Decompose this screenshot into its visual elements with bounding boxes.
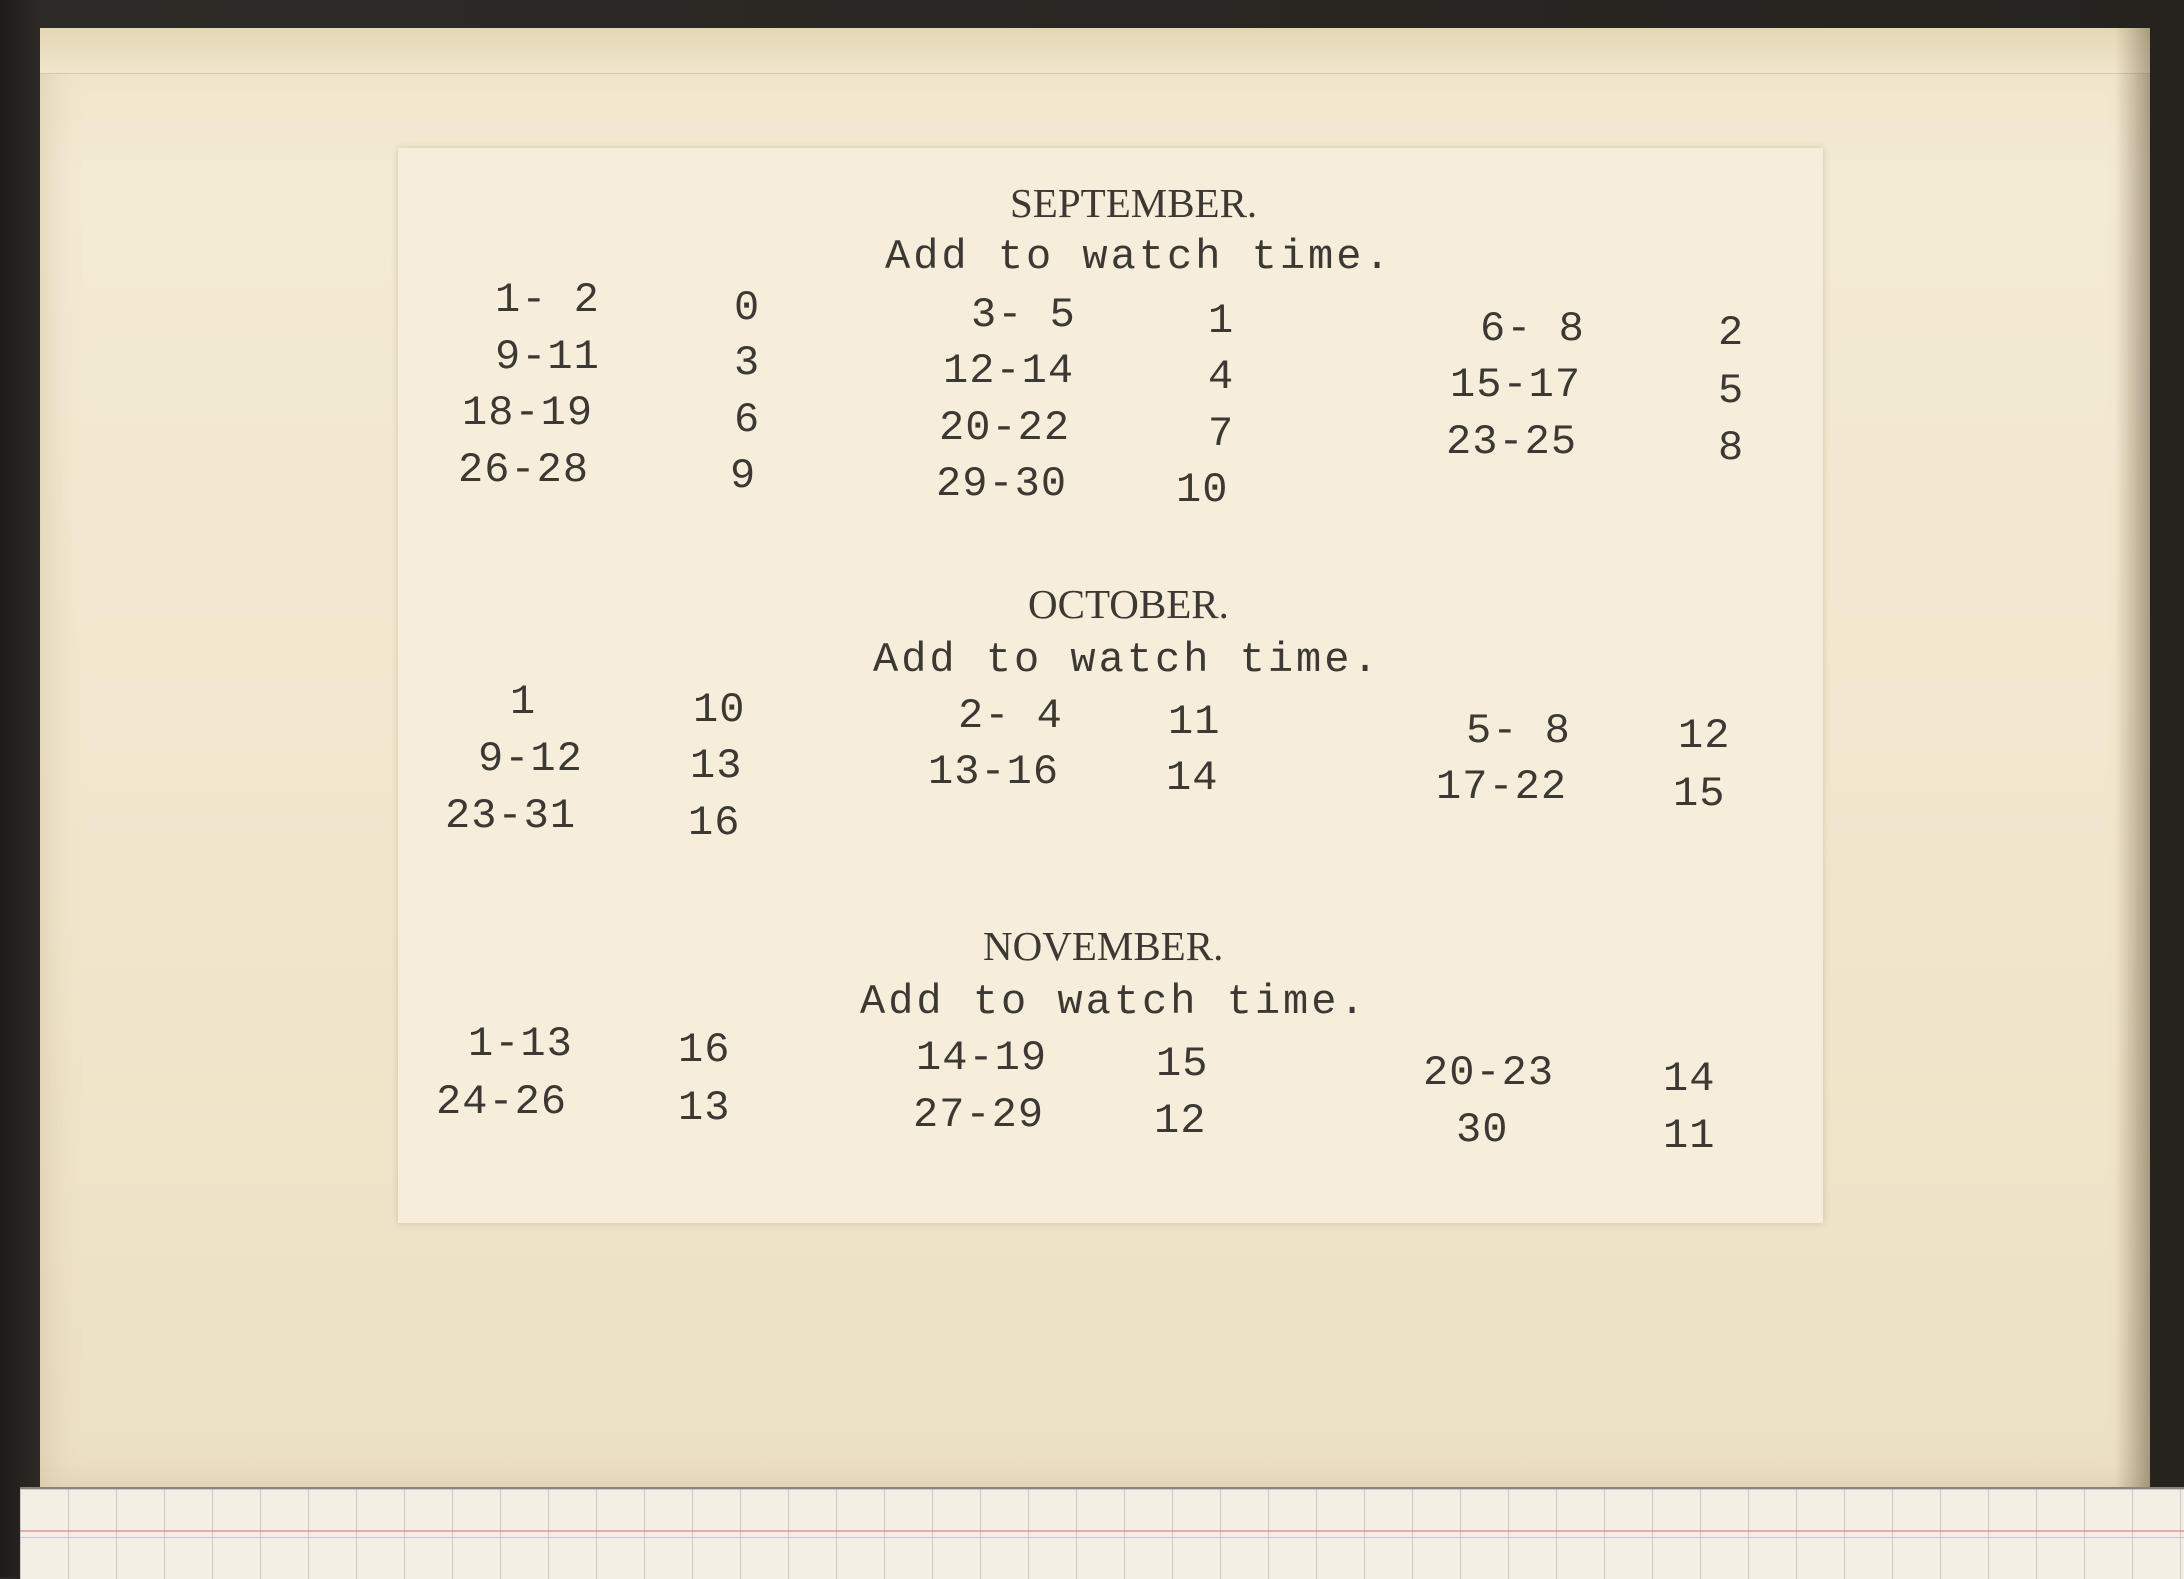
add-minutes: 10 [1176, 466, 1229, 514]
day-range: 1 [510, 678, 537, 726]
section-subheading: Add to watch time. [873, 636, 1381, 684]
day-range: 18-19 [462, 389, 594, 437]
add-minutes: 14 [1166, 754, 1219, 802]
day-range: 13-16 [928, 748, 1060, 796]
add-minutes: 6 [734, 396, 761, 444]
add-minutes: 14 [1663, 1055, 1716, 1103]
add-minutes: 16 [688, 799, 741, 847]
day-range: 26-28 [458, 446, 590, 494]
day-range: 9-11 [495, 333, 600, 381]
add-minutes: 5 [1718, 367, 1745, 415]
graph-paper-red-line [20, 1530, 2184, 1532]
graph-paper-page [20, 1487, 2184, 1579]
section-subheading: Add to watch time. [885, 233, 1393, 281]
add-minutes: 10 [693, 686, 746, 734]
add-minutes: 15 [1156, 1040, 1209, 1088]
day-range: 27-29 [913, 1091, 1045, 1139]
add-minutes: 8 [1718, 424, 1745, 472]
day-range: 14-19 [916, 1034, 1048, 1082]
add-minutes: 13 [690, 742, 743, 790]
typewritten-card [398, 148, 1823, 1223]
add-minutes: 12 [1154, 1097, 1207, 1145]
add-minutes: 4 [1208, 353, 1235, 401]
page-top-edge [40, 28, 2150, 74]
day-range: 23-25 [1446, 418, 1578, 466]
day-range: 23-31 [445, 792, 577, 840]
section-heading: OCTOBER. [1028, 581, 1229, 627]
page-edge-shadow [2115, 28, 2150, 1493]
add-minutes: 7 [1208, 410, 1235, 458]
day-range: 6- 8 [1480, 305, 1585, 353]
day-range: 1- 2 [495, 276, 600, 324]
add-minutes: 3 [734, 339, 761, 387]
day-range: 24-26 [436, 1078, 568, 1126]
section-subheading: Add to watch time. [860, 978, 1368, 1026]
day-range: 5- 8 [1466, 707, 1571, 755]
add-minutes: 13 [678, 1084, 731, 1132]
add-minutes: 1 [1208, 297, 1235, 345]
add-minutes: 15 [1673, 770, 1726, 818]
add-minutes: 9 [730, 452, 757, 500]
add-minutes: 0 [734, 284, 761, 332]
day-range: 20-23 [1423, 1049, 1555, 1097]
add-minutes: 11 [1168, 698, 1221, 746]
day-range: 17-22 [1436, 763, 1568, 811]
day-range: 15-17 [1450, 361, 1582, 409]
add-minutes: 2 [1718, 309, 1745, 357]
day-range: 12-14 [943, 347, 1075, 395]
add-minutes: 16 [678, 1026, 731, 1074]
section-heading: SEPTEMBER. [1010, 180, 1258, 226]
day-range: 29-30 [936, 460, 1068, 508]
day-range: 2- 4 [958, 692, 1063, 740]
add-minutes: 11 [1663, 1112, 1716, 1160]
day-range: 3- 5 [971, 291, 1076, 339]
day-range: 9-12 [478, 735, 583, 783]
day-range: 20-22 [939, 404, 1071, 452]
section-heading: NOVEMBER. [983, 923, 1224, 969]
add-minutes: 12 [1678, 712, 1731, 760]
day-range: 30 [1456, 1106, 1509, 1154]
day-range: 1-13 [468, 1020, 573, 1068]
